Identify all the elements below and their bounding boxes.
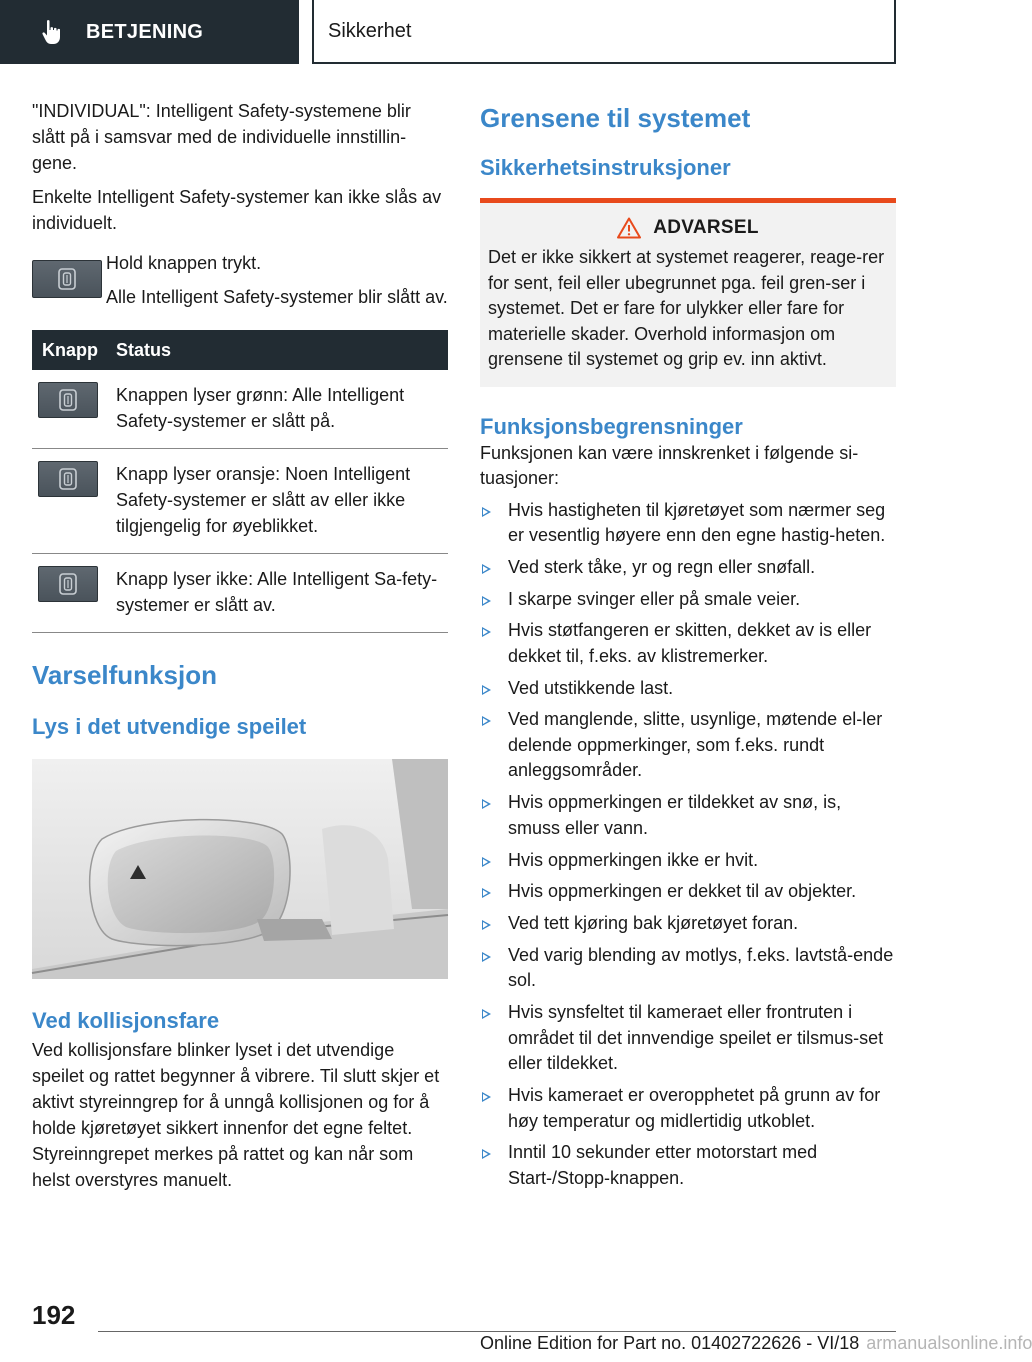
safety-button-image — [32, 260, 102, 298]
bullet-triangle-icon — [482, 799, 491, 809]
status-cell: Knappen lyser grønn: Alle Intelligent Safety-systemer er slått på. — [108, 370, 448, 449]
chapter-tab — [0, 0, 299, 64]
chapter-title: BETJENING — [86, 20, 204, 43]
bullet-triangle-icon — [482, 920, 491, 930]
bullet-triangle-icon — [482, 1009, 491, 1019]
warning-box — [480, 198, 896, 387]
list-item: Hvis hastigheten til kjøretøyet som nærmer seg er vesentlig høyere enn den egne hastig‐heten. — [480, 498, 896, 549]
bullet-triangle-icon — [482, 596, 491, 606]
list-item: Hvis oppmerkingen er tildekket av snø, is, smuss eller vann. — [480, 790, 896, 841]
status-cell: Knapp lyser oransje: Noen Intelligent Safety-systemer er slått av eller ikke tilgjengelig for øyeblikket. — [108, 449, 448, 554]
side-mirror-illustration — [32, 759, 448, 979]
section-title: Sikkerhet — [328, 19, 412, 42]
heading-lys-speil: Lys i det utvendige speilet — [32, 714, 307, 739]
bullet-triangle-icon — [482, 1092, 491, 1102]
heading-funksjonsbegrensninger: Funksjonsbegrensninger — [480, 413, 743, 439]
bullet-triangle-icon — [482, 888, 491, 898]
table-row — [32, 554, 448, 633]
lane-assist-icon — [58, 268, 76, 290]
table-header-status: Status — [108, 330, 448, 370]
list-item: Hvis synsfeltet til kameraet eller frontruten i området til det innvendige speilet er tilsmus‐set eller tildekket. — [480, 1000, 896, 1077]
bullet-triangle-icon — [482, 507, 491, 517]
left-column — [32, 98, 448, 1201]
right-column — [480, 102, 896, 1198]
heading-sikkerhetsinstruksjoner: Sikkerhetsinstruksjoner — [480, 155, 731, 180]
bullet-triangle-icon — [482, 564, 491, 574]
warning-text: Det er ikke sikkert at systemet reagerer, reage‐rer for sent, feil eller ubegrunnet pga. feil gren‐ser i systemet. Det er fare for ulykker eller fare for materielle skader. Overhold informasjon om grensene til systemet og grip ev. inn aktivt. — [488, 247, 885, 369]
list-item: Inntil 10 sekunder etter motorstart med Start-/Stopp-knappen. — [480, 1140, 896, 1191]
page-number: 192 — [32, 1300, 76, 1330]
heading-varselfunksjon: Varselfunksjon — [32, 660, 217, 690]
hold-line-1: Hold knappen trykt. — [106, 253, 262, 273]
lane-assist-icon — [59, 389, 77, 411]
edition-footer — [480, 1333, 1032, 1354]
list-item: I skarpe svinger eller på smale veier. — [480, 587, 896, 613]
footer-divider — [98, 1331, 896, 1332]
table-row — [32, 449, 448, 554]
heading-kollisjonsfare: Ved kollisjonsfare — [32, 1008, 220, 1033]
limitation-list — [480, 498, 896, 1192]
warning-title: ADVARSEL — [653, 217, 759, 238]
list-item: Ved manglende, slitte, usynlige, møtende el‐ler delende oppmerkinger, som f.eks. rundt anleggsområder. — [480, 707, 896, 784]
bullet-triangle-icon — [482, 952, 491, 962]
intro-paragraph-2: Enkelte Intelligent Safety-systemer kan ikke slås av individuelt. — [32, 187, 442, 233]
list-item: Hvis oppmerkingen ikke er hvit. — [480, 848, 896, 874]
hold-line-2: Alle Intelligent Safety-systemer blir slått av. — [106, 287, 448, 307]
lane-assist-icon — [59, 573, 77, 595]
table-header-knapp: Knapp — [32, 330, 108, 370]
edition-text: Online Edition for Part no. 01402722626 - VI/18 — [480, 1333, 860, 1353]
warning-triangle-icon — [617, 217, 641, 239]
safety-button-image — [38, 461, 98, 497]
bullet-triangle-icon — [482, 857, 491, 867]
button-status-table — [32, 330, 448, 633]
list-item: Hvis kameraet er overopphetet på grunn av for høy temperatur og midlertidig utkoblet. — [480, 1083, 896, 1134]
bullet-triangle-icon — [482, 685, 491, 695]
safety-button-image — [38, 566, 98, 602]
funksjon-intro: Funksjonen kan være innskrenket i følgende si‐tuasjoner: — [480, 442, 859, 488]
bullet-triangle-icon — [482, 716, 491, 726]
table-row — [32, 370, 448, 449]
watermark-text: armanualsonline.info — [866, 1333, 1032, 1353]
hold-instruction — [32, 250, 448, 310]
list-item: Hvis støtfangeren er skitten, dekket av is eller dekket til, f.eks. av klistremerker. — [480, 618, 896, 669]
heading-grensene: Grensene til systemet — [480, 103, 751, 133]
bullet-triangle-icon — [482, 627, 491, 637]
list-item: Ved tett kjøring bak kjøretøyet foran. — [480, 911, 896, 937]
pointing-hand-icon — [40, 19, 66, 45]
safety-button-image — [38, 382, 98, 418]
list-item: Ved sterk tåke, yr og regn eller snøfall. — [480, 555, 896, 581]
section-tab — [312, 0, 896, 64]
lane-assist-icon — [59, 468, 77, 490]
intro-paragraph-1: "INDIVIDUAL": Intelligent Safety-systemene blir slått på i samsvar med de individuelle innstillin‐gene. — [32, 101, 411, 173]
bullet-triangle-icon — [482, 1149, 491, 1159]
status-cell: Knapp lyser ikke: Alle Intelligent Sa‐fety-systemer er slått av. — [108, 554, 448, 633]
kollisjon-paragraph: Ved kollisjonsfare blinker lyset i det utvendige speilet og rattet begynner å vibrere. Til slutt skjer et aktivt styreinngrep for å unngå kollisjonen og for å holde kjøretøyet sikkert innenfor det egne feltet. Styreinngrepet merkes på rattet og kan når som helst overstyres manuelt. — [32, 1040, 440, 1190]
list-item: Ved utstikkende last. — [480, 676, 896, 702]
list-item: Hvis oppmerkingen er dekket til av objekter. — [480, 879, 896, 905]
list-item: Ved varig blending av motlys, f.eks. lavtstå‐ende sol. — [480, 943, 896, 994]
